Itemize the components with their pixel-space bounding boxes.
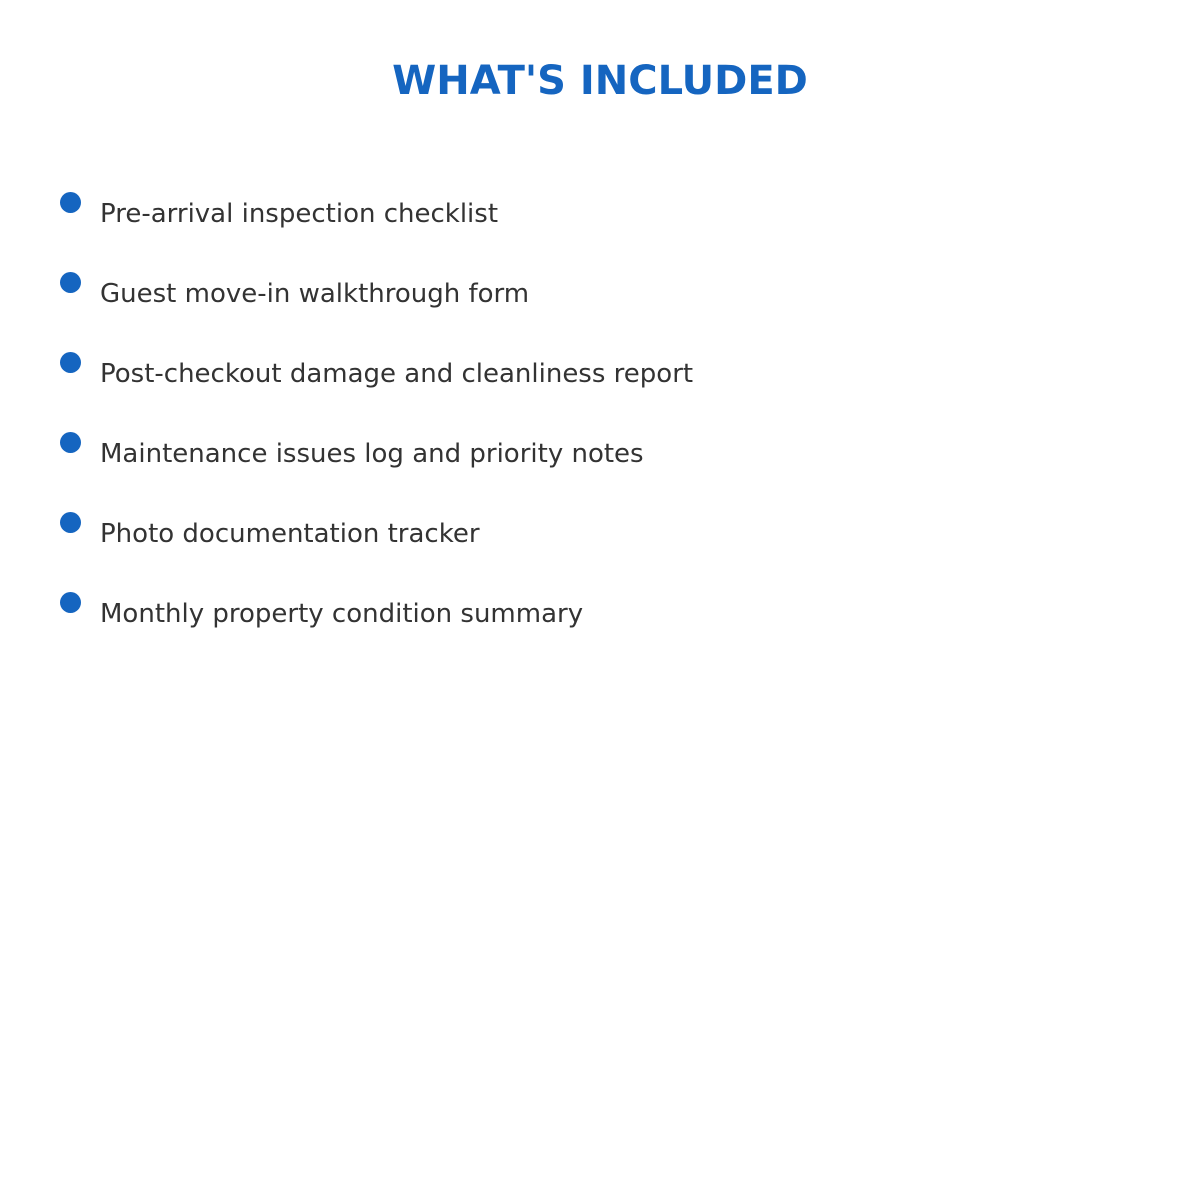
bullet-dot-icon bbox=[60, 512, 81, 533]
bullet-dot-icon bbox=[60, 192, 81, 213]
list-item-label: Post-checkout damage and cleanliness report bbox=[100, 359, 694, 389]
bullet-dot-icon bbox=[60, 352, 81, 373]
list-item bbox=[0, 352, 1100, 412]
bullet-dot-icon bbox=[60, 272, 81, 293]
list-item bbox=[0, 192, 1100, 252]
list-item-label: Pre-arrival inspection checklist bbox=[100, 199, 499, 229]
bullet-dot-icon bbox=[60, 432, 81, 453]
list-item bbox=[0, 432, 1100, 492]
list-item bbox=[0, 592, 1100, 652]
list-item-label: Guest move-in walkthrough form bbox=[100, 279, 530, 309]
list-item bbox=[0, 512, 1100, 572]
list-item-label: Maintenance issues log and priority notes bbox=[100, 439, 644, 469]
list-item-label: Photo documentation tracker bbox=[100, 519, 480, 549]
bullet-dot-icon bbox=[60, 592, 81, 613]
list-item bbox=[0, 272, 1100, 332]
list-item-label: Monthly property condition summary bbox=[100, 599, 584, 629]
page-title: WHAT'S INCLUDED bbox=[392, 58, 808, 104]
